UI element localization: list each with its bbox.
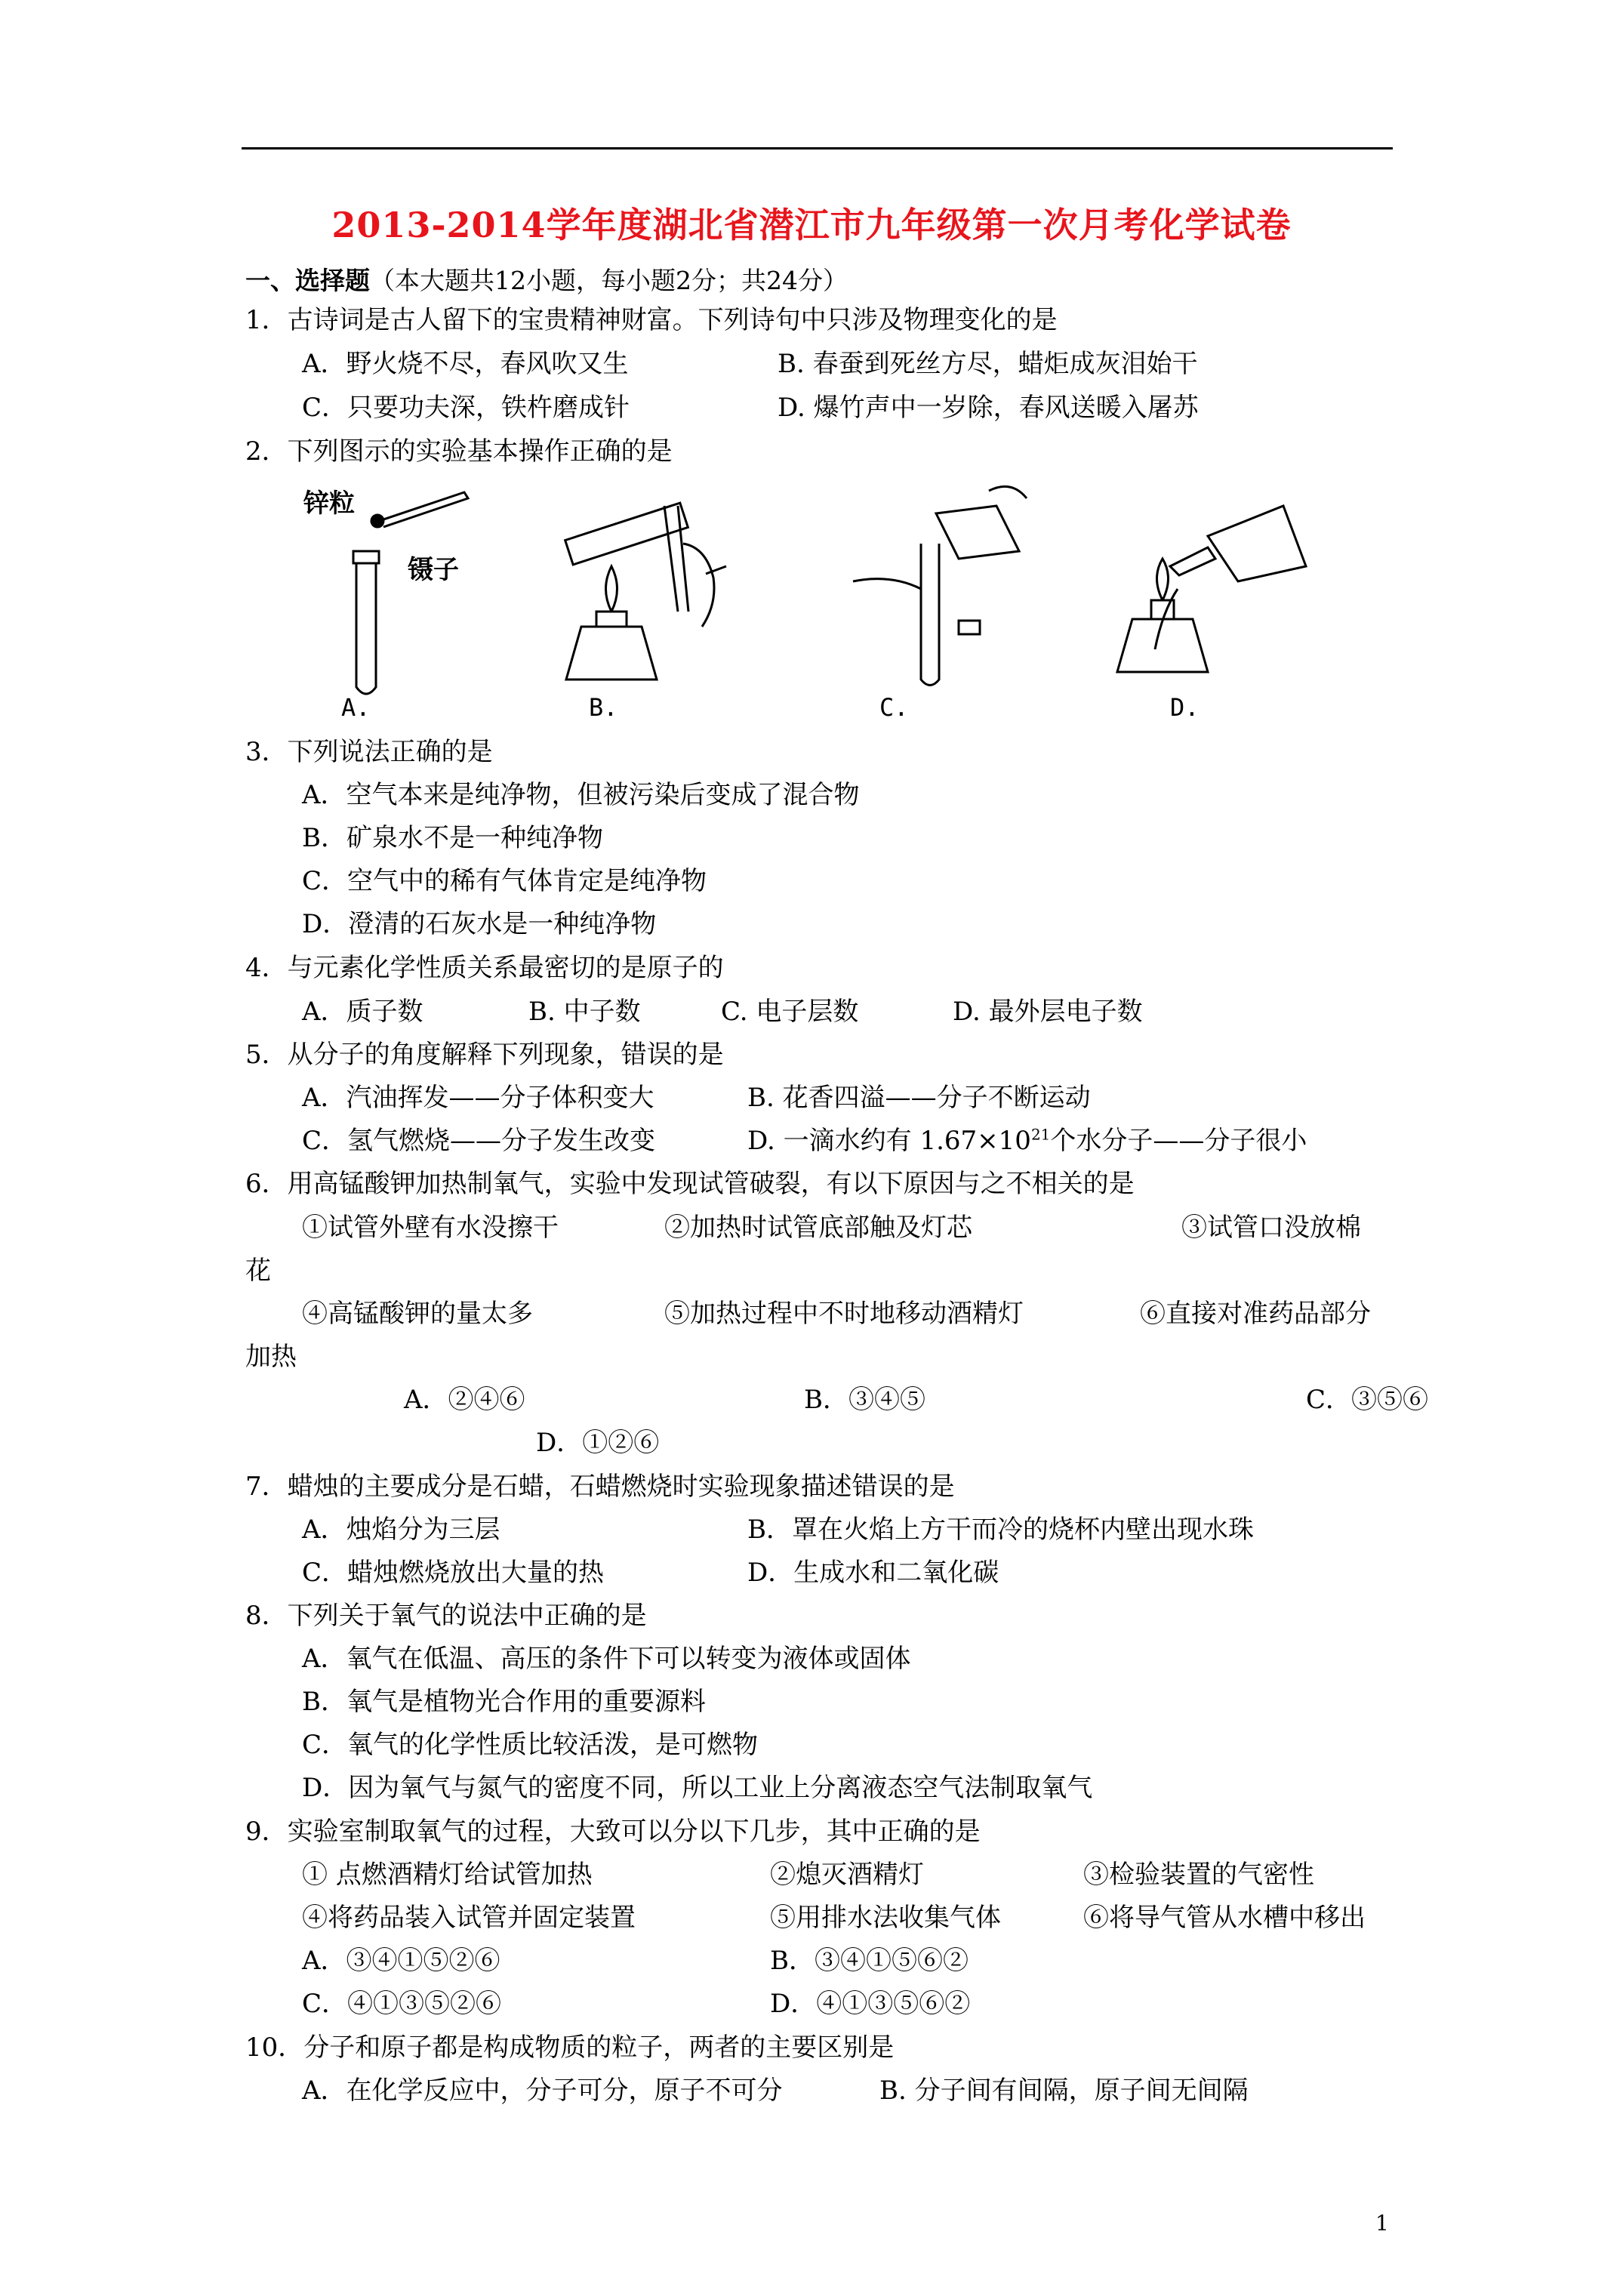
q9-option-c: C．④①③⑤②⑥ (302, 1989, 502, 2019)
q7-option-a: A．烛焰分为三层 (302, 1515, 500, 1545)
q9-step-2: ②熄灭酒精灯 (770, 1860, 924, 1890)
q10-option-b: B. 分子间有间隔，原子间无间隔 (879, 2076, 1249, 2106)
q5-option-d (747, 1126, 1307, 1156)
q3-option-c: C．空气中的稀有气体肯定是纯净物 (302, 866, 707, 896)
q5-option-a: A．汽油挥发——分子体积变大 (302, 1083, 654, 1113)
q4-option-b: B. 中子数 (528, 997, 641, 1027)
q9-step-5: ⑤用排水法收集气体 (770, 1903, 1001, 1933)
q8-option-b: B．氧气是植物光合作用的重要源料 (302, 1687, 706, 1717)
q6-option-c: C．③⑤⑥ (1306, 1385, 1429, 1415)
q9-option-b: B．③④①⑤⑥② (770, 1946, 969, 1976)
q6-item-1: ①试管外壁有水没擦干 (302, 1213, 559, 1243)
header-rule (242, 147, 1393, 149)
q9-option-d: D．④①③⑤⑥② (770, 1989, 971, 2019)
q2-label-a: A. (341, 693, 371, 722)
q2-figures (294, 476, 1321, 702)
q6-option-b: B．③④⑤ (804, 1385, 925, 1415)
q10-stem: 10．分子和原子都是构成物质的粒子，两者的主要区别是 (245, 2032, 895, 2063)
q4-option-a: A．质子数 (302, 997, 423, 1027)
q1-option-c: C．只要功夫深，铁杵磨成针 (302, 393, 630, 423)
q6-item-6: ⑥直接对准药品部分 (1140, 1299, 1371, 1329)
page-number: 1 (1375, 2211, 1389, 2236)
q5-option-b: B. 花香四溢——分子不断运动 (747, 1083, 1091, 1113)
section-name: 一、选择题 (245, 266, 370, 295)
q7-option-c: C．蜡烛燃烧放出大量的热 (302, 1558, 605, 1588)
figure-b-heating-tube (565, 503, 726, 680)
q9-step-4: ④将药品装入试管并固定装置 (302, 1903, 636, 1933)
q3-option-b: B．矿泉水不是一种纯净物 (302, 823, 603, 853)
q8-stem: 8．下列关于氧气的说法中正确的是 (245, 1601, 647, 1631)
q2-label-c: C. (879, 693, 909, 722)
q6-stem: 6．用高锰酸钾加热制氧气，实验中发现试管破裂，有以下原因与之不相关的是 (245, 1169, 1135, 1199)
q4-stem: 4．与元素化学性质关系最密切的是原子的 (245, 953, 724, 983)
figure-c-pouring-liquid (853, 486, 1027, 685)
q6-item-6-cont: 加热 (245, 1342, 297, 1372)
q1-option-b: B. 春蚕到死丝方尽，蜡炬成灰泪始干 (778, 349, 1198, 379)
q5-d-exponent: 21 (1030, 1125, 1051, 1144)
q8-option-d: D．因为氧气与氮气的密度不同，所以工业上分离液态空气法制取氧气 (302, 1773, 1093, 1803)
q2-stem: 2．下列图示的实验基本操作正确的是 (245, 436, 673, 467)
q6-option-a: A．②④⑥ (404, 1385, 525, 1415)
q3-option-a: A．空气本来是纯净物，但被污染后变成了混合物 (302, 780, 860, 810)
q7-stem: 7．蜡烛的主要成分是石蜡，石蜡燃烧时实验现象描述错误的是 (245, 1472, 955, 1502)
q10-option-a: A．在化学反应中，分子可分，原子不可分 (302, 2076, 783, 2106)
q1-option-d: D. 爆竹声中一岁除，春风送暖入屠苏 (778, 393, 1199, 423)
q8-option-a: A．氧气在低温、高压的条件下可以转变为液体或固体 (302, 1644, 911, 1674)
q5-option-c: C．氢气燃烧——分子发生改变 (302, 1126, 656, 1156)
section-heading (245, 261, 848, 297)
q9-step-6: ⑥将导气管从水槽中移出 (1083, 1903, 1366, 1933)
q9-stem: 9．实验室制取氧气的过程，大致可以分以下几步，其中正确的是 (245, 1817, 981, 1847)
q3-stem: 3．下列说法正确的是 (245, 737, 493, 767)
q2-label-d: D. (1170, 693, 1200, 722)
q7-option-d: D．生成水和二氧化碳 (747, 1558, 999, 1588)
q5-d-post: 个水分子——分子很小 (1050, 1126, 1307, 1156)
q6-item-3: ③试管口没放棉 (1181, 1213, 1361, 1243)
q6-item-2: ②加热时试管底部触及灯芯 (664, 1213, 972, 1243)
q6-option-d: D．①②⑥ (536, 1428, 660, 1458)
q5-stem: 5．从分子的角度解释下列现象，错误的是 (245, 1040, 724, 1070)
q6-item-5: ⑤加热过程中不时地移动酒精灯 (664, 1299, 1024, 1329)
q3-option-d: D．澄清的石灰水是一种纯净物 (302, 909, 657, 939)
q4-option-d: D. 最外层电子数 (953, 997, 1143, 1027)
q6-item-4: ④高锰酸钾的量太多 (302, 1299, 533, 1329)
q9-option-a: A．③④①⑤②⑥ (302, 1946, 500, 1976)
label-tweezers: 镊子 (408, 555, 459, 585)
q4-option-c: C. 电子层数 (721, 997, 859, 1027)
q7-option-b: B．罩在火焰上方干而冷的烧杯内壁出现水珠 (747, 1515, 1254, 1545)
q9-step-3: ③检验装置的气密性 (1083, 1860, 1314, 1890)
section-note: （本大题共12小题，每小题2分；共24分） (370, 266, 848, 295)
figure-a-tweezers-test-tube (303, 488, 468, 694)
q2-label-b: B. (589, 693, 618, 722)
q6-item-3-cont: 花 (245, 1256, 271, 1286)
q8-option-c: C．氧气的化学性质比较活泼，是可燃物 (302, 1730, 759, 1760)
label-zinc: 锌粒 (303, 488, 355, 519)
figure-d-lighting-lamp (1117, 506, 1306, 672)
q5-d-pre: D. 一滴水约有 1.67×10 (747, 1126, 1031, 1156)
q1-stem: 1．古诗词是古人留下的宝贵精神财富。下列诗句中只涉及物理变化的是 (245, 305, 1058, 335)
page-title: 2013-2014学年度湖北省潜江市九年级第一次月考化学试卷 (331, 205, 1292, 245)
q1-option-a: A．野火烧不尽，春风吹又生 (302, 349, 629, 379)
q9-step-1: ① 点燃酒精灯给试管加热 (302, 1860, 593, 1890)
